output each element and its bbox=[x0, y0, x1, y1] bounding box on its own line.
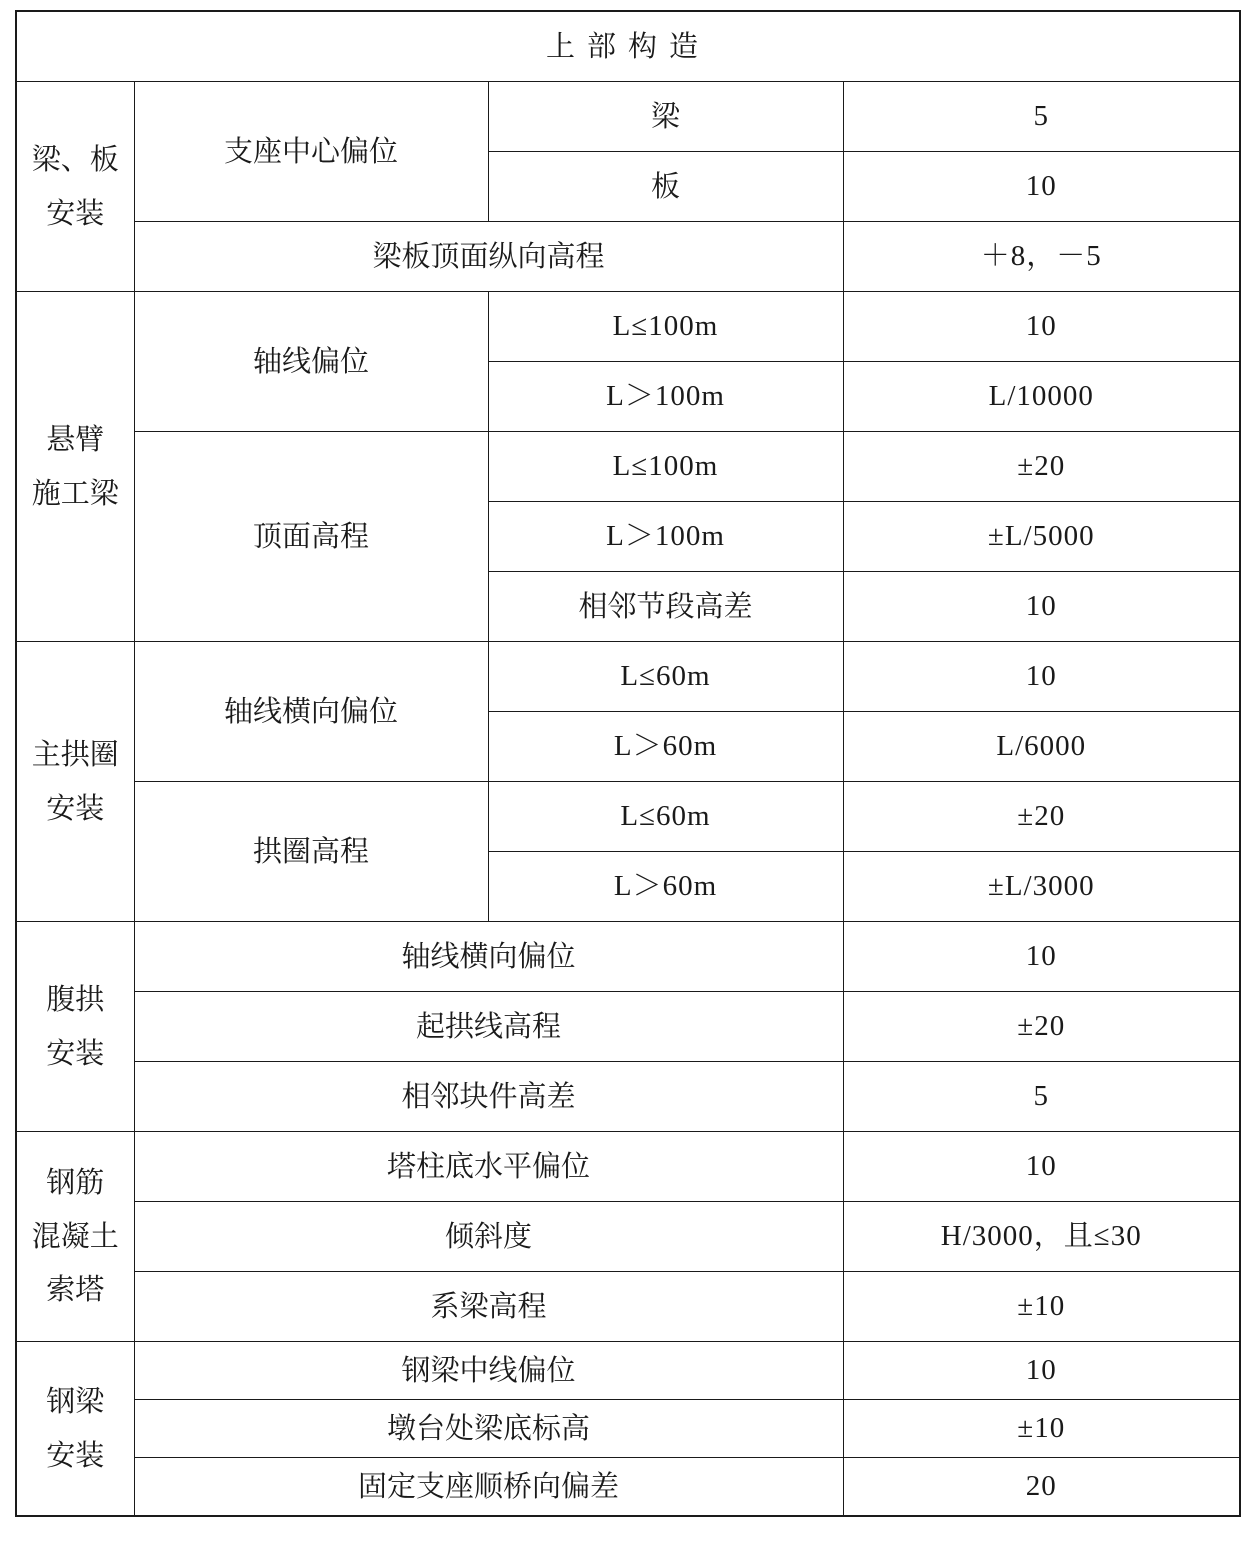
condition-cell: L＞100m bbox=[488, 362, 843, 432]
condition-cell: L＞100m bbox=[488, 502, 843, 572]
value-cell: ±L/5000 bbox=[843, 502, 1240, 572]
item-cell: 轴线横向偏位 bbox=[134, 642, 488, 782]
item-cell: 拱圈高程 bbox=[134, 782, 488, 922]
table-row bbox=[16, 1272, 1240, 1342]
value-cell: 10 bbox=[843, 642, 1240, 712]
group-cell: 主拱圈 安装 bbox=[16, 642, 134, 922]
value-cell: ±20 bbox=[843, 782, 1240, 852]
value-cell: ±20 bbox=[843, 432, 1240, 502]
condition-cell: L＞60m bbox=[488, 712, 843, 782]
item-cell: 相邻块件高差 bbox=[134, 1062, 843, 1132]
value-cell: ±L/3000 bbox=[843, 852, 1240, 922]
table-title: 上部构造 bbox=[16, 11, 1240, 82]
item-cell: 梁板顶面纵向高程 bbox=[134, 222, 843, 292]
table-row bbox=[16, 1400, 1240, 1458]
table-row bbox=[16, 1062, 1240, 1132]
item-cell: 支座中心偏位 bbox=[134, 82, 488, 222]
condition-cell: 板 bbox=[488, 152, 843, 222]
table-row bbox=[16, 782, 1240, 852]
table-row bbox=[16, 292, 1240, 362]
table-row bbox=[16, 1132, 1240, 1202]
value-cell: ±10 bbox=[843, 1272, 1240, 1342]
value-cell: 5 bbox=[843, 82, 1240, 152]
value-cell: 10 bbox=[843, 1132, 1240, 1202]
group-cell: 梁、板 安装 bbox=[16, 82, 134, 292]
table-row bbox=[16, 642, 1240, 712]
item-cell: 塔柱底水平偏位 bbox=[134, 1132, 843, 1202]
item-cell: 墩台处梁底标高 bbox=[134, 1400, 843, 1458]
condition-cell: L≤60m bbox=[488, 782, 843, 852]
value-cell: 5 bbox=[843, 1062, 1240, 1132]
group-cell: 钢筋 混凝土 索塔 bbox=[16, 1132, 134, 1342]
item-cell: 钢梁中线偏位 bbox=[134, 1342, 843, 1400]
table-row bbox=[16, 1458, 1240, 1517]
item-cell: 倾斜度 bbox=[134, 1202, 843, 1272]
item-cell: 固定支座顺桥向偏差 bbox=[134, 1458, 843, 1517]
value-cell: 20 bbox=[843, 1458, 1240, 1517]
table-row bbox=[16, 1342, 1240, 1400]
group-cell: 悬臂 施工梁 bbox=[16, 292, 134, 642]
item-cell: 顶面高程 bbox=[134, 432, 488, 642]
table-row bbox=[16, 222, 1240, 292]
condition-cell: L≤100m bbox=[488, 292, 843, 362]
item-cell: 轴线偏位 bbox=[134, 292, 488, 432]
value-cell: L/6000 bbox=[843, 712, 1240, 782]
value-cell: 10 bbox=[843, 1342, 1240, 1400]
table-row bbox=[16, 922, 1240, 992]
value-cell: 10 bbox=[843, 292, 1240, 362]
condition-cell: L≤60m bbox=[488, 642, 843, 712]
table-row bbox=[16, 432, 1240, 502]
value-cell: 10 bbox=[843, 572, 1240, 642]
table-row bbox=[16, 82, 1240, 152]
value-cell: H/3000，且≤30 bbox=[843, 1202, 1240, 1272]
value-cell: L/10000 bbox=[843, 362, 1240, 432]
table-row bbox=[16, 992, 1240, 1062]
value-cell: 10 bbox=[843, 152, 1240, 222]
value-cell: ±20 bbox=[843, 992, 1240, 1062]
tolerance-table bbox=[15, 10, 1241, 1517]
value-cell: ＋8，－5 bbox=[843, 222, 1240, 292]
table-row bbox=[16, 1202, 1240, 1272]
value-cell: 10 bbox=[843, 922, 1240, 992]
value-cell: ±10 bbox=[843, 1400, 1240, 1458]
group-cell: 腹拱 安装 bbox=[16, 922, 134, 1132]
item-cell: 轴线横向偏位 bbox=[134, 922, 843, 992]
group-cell: 钢梁 安装 bbox=[16, 1342, 134, 1517]
table-header-row bbox=[16, 11, 1240, 82]
condition-cell: L＞60m bbox=[488, 852, 843, 922]
condition-cell: L≤100m bbox=[488, 432, 843, 502]
condition-cell: 相邻节段高差 bbox=[488, 572, 843, 642]
item-cell: 系梁高程 bbox=[134, 1272, 843, 1342]
item-cell: 起拱线高程 bbox=[134, 992, 843, 1062]
condition-cell: 梁 bbox=[488, 82, 843, 152]
